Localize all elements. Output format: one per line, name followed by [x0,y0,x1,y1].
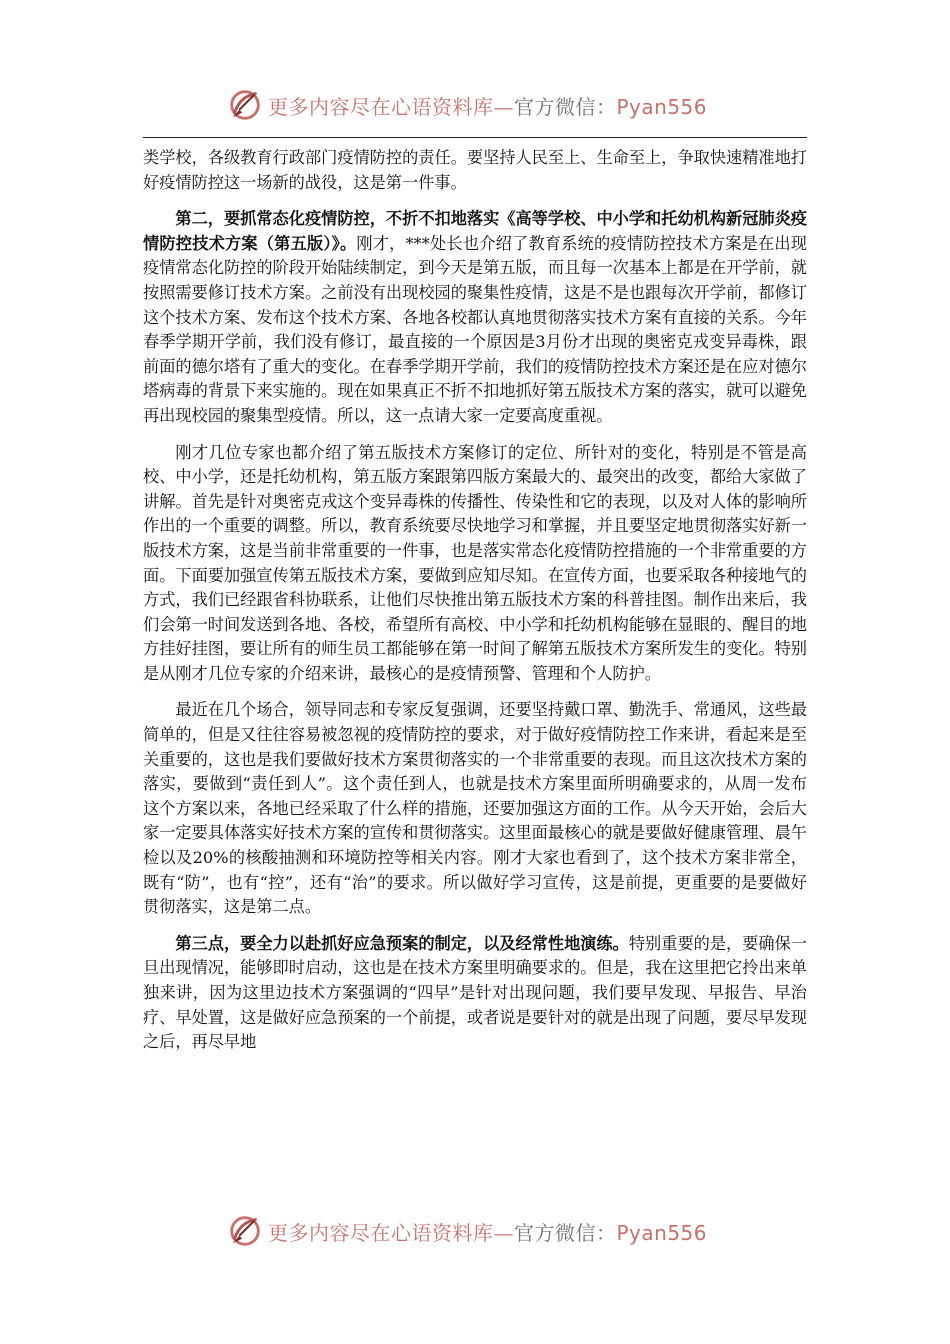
banner-main-text: 更多内容尽在心语资料库— [268,1220,514,1245]
paragraph-1: 类学校，各级教育行政部门疫情防控的责任。要坚持人民至上、生命至上，争取快速精准地打好疫情防控这一场新的战役，这是第一件事。 [143,148,807,192]
banner-wechat-id: Pyan556 [616,1220,708,1245]
pen-signature-logo-icon [226,1212,264,1250]
banner-text [268,1217,707,1246]
banner-wechat-label: 官方微信： [514,1220,617,1245]
banner-wechat-id: Pyan556 [616,94,708,119]
footer-banner-inner [226,1210,707,1252]
header-banner-inner [226,84,707,126]
paragraph-4: 最近在几个场合，领导同志和专家反复强调，还要坚持戴口罩、勤洗手、常通风，这些最简单的，但是又往往容易被忽视的疫情防控的要求，对于做好疫情防控工作来讲，看起来是至关重要的，这也是我们要做好技术方案贯彻落实的一个非常重要的表现。而且这次技术方案的落实，要做到“责任到人”。这个责任到人，也就是技术方案里面所明确要求的，从周一发布这个方案以来，各地已经采取了什么样的措施，还要加强这方面的工作。从今天开始，会后大家一定要具体落实好技术方案的宣传和贯彻落实。这里面最核心的就是要做好健康管理、晨午检以及20%的核酸抽测和环境防控等相关内容。刚才大家也看到了，这个技术方案非常全，既有“防”，也有“控”，还有“治”的要求。所以做好学习宣传，这是前提，更重要的是要做好贯彻落实，这是第二点。 [143,700,807,917]
banner-wechat-label: 官方微信： [514,94,617,119]
paragraph-2-heading: 第二，要抓常态化疫情防控，不折不扣地落实《高等学校、中小学和托幼机构新冠肺炎疫情防控技术方案（第五版）》。 [143,209,807,253]
header-rule [143,137,807,138]
pen-signature-logo-icon [226,86,264,124]
paragraph-2-text: 刚才，***处长也介绍了教育系统的疫情防控技术方案是在出现疫情常态化防控的阶段开始陆续制定，到今天是第五版，而且每一次基本上都是在开学前，就按照需要修订技术方案。之前没有出现校园的聚集性疫情，这是不是也跟每次开学前，都修订这个技术方案、发布这个技术方案、各地各校都认真地贯彻落实技术方案有直接的关系。今年春季学期开学前，我们没有修订，最直接的一个原因是3月份才出现的奥密克戎变异毒株，跟前面的德尔塔有了重大的变化。在春季学期开学前，我们的疫情防控技术方案还是在应对德尔塔病毒的背景下来实施的。现在如果真正不折不扣地抓好第五版技术方案的落实，就可以避免再出现校园的聚集型疫情。所以，这一点请大家一定要高度重视。 [143,233,807,425]
banner-main-text: 更多内容尽在心语资料库— [268,94,514,119]
banner-text [268,91,707,120]
paragraph-5-text: 特别重要的是，要确保一旦出现情况，能够即时启动，这也是在技术方案里明确要求的。但是，我在这里把它拎出来单独来讲，因为这里边技术方案强调的“四早”是针对出现问题，我们要早发现、早报告、早治疗、早处置，这是做好应急预案的一个前提，或者说是要针对的就是出现了问题，要尽早发现之后，再尽早地 [143,933,807,1052]
header-banner [0,84,950,126]
document-body [143,146,807,1067]
paragraph-2 [143,207,807,428]
paragraph-5 [143,932,807,1055]
footer-banner [0,1210,950,1252]
paragraph-5-heading: 第三点，要全力以赴抓好应急预案的制定，以及经常性地演练。 [175,933,629,953]
paragraph-3: 刚才几位专家也都介绍了第五版技术方案修订的定位、所针对的变化，特别是不管是高校、中小学，还是托幼机构，第五版方案跟第四版方案最大的、最突出的改变，都给大家做了讲解。首先是针对奥密克戎这个变异毒株的传播性、传染性和它的表现，以及对人体的影响所作出的一个重要的调整。所以，教育系统要尽快地学习和掌握，并且要坚定地贯彻落实好新一版技术方案，这是当前非常重要的一件事，也是落实常态化疫情防控措施的一个非常重要的方面。下面要加强宣传第五版技术方案，要做到应知尽知。在宣传方面，也要采取各种接地气的方式，我们已经跟省科协联系，让他们尽快推出第五版技术方案的科普挂图。制作出来后，我们会第一时间发送到各地、各校，希望所有高校、中小学和托幼机构能够在显眼的、醒目的地方挂好挂图，要让所有的师生员工都能够在第一时间了解第五版技术方案所发生的变化。特别是从刚才几位专家的介绍来讲，最核心的是疫情预警、管理和个人防护。 [143,442,807,683]
